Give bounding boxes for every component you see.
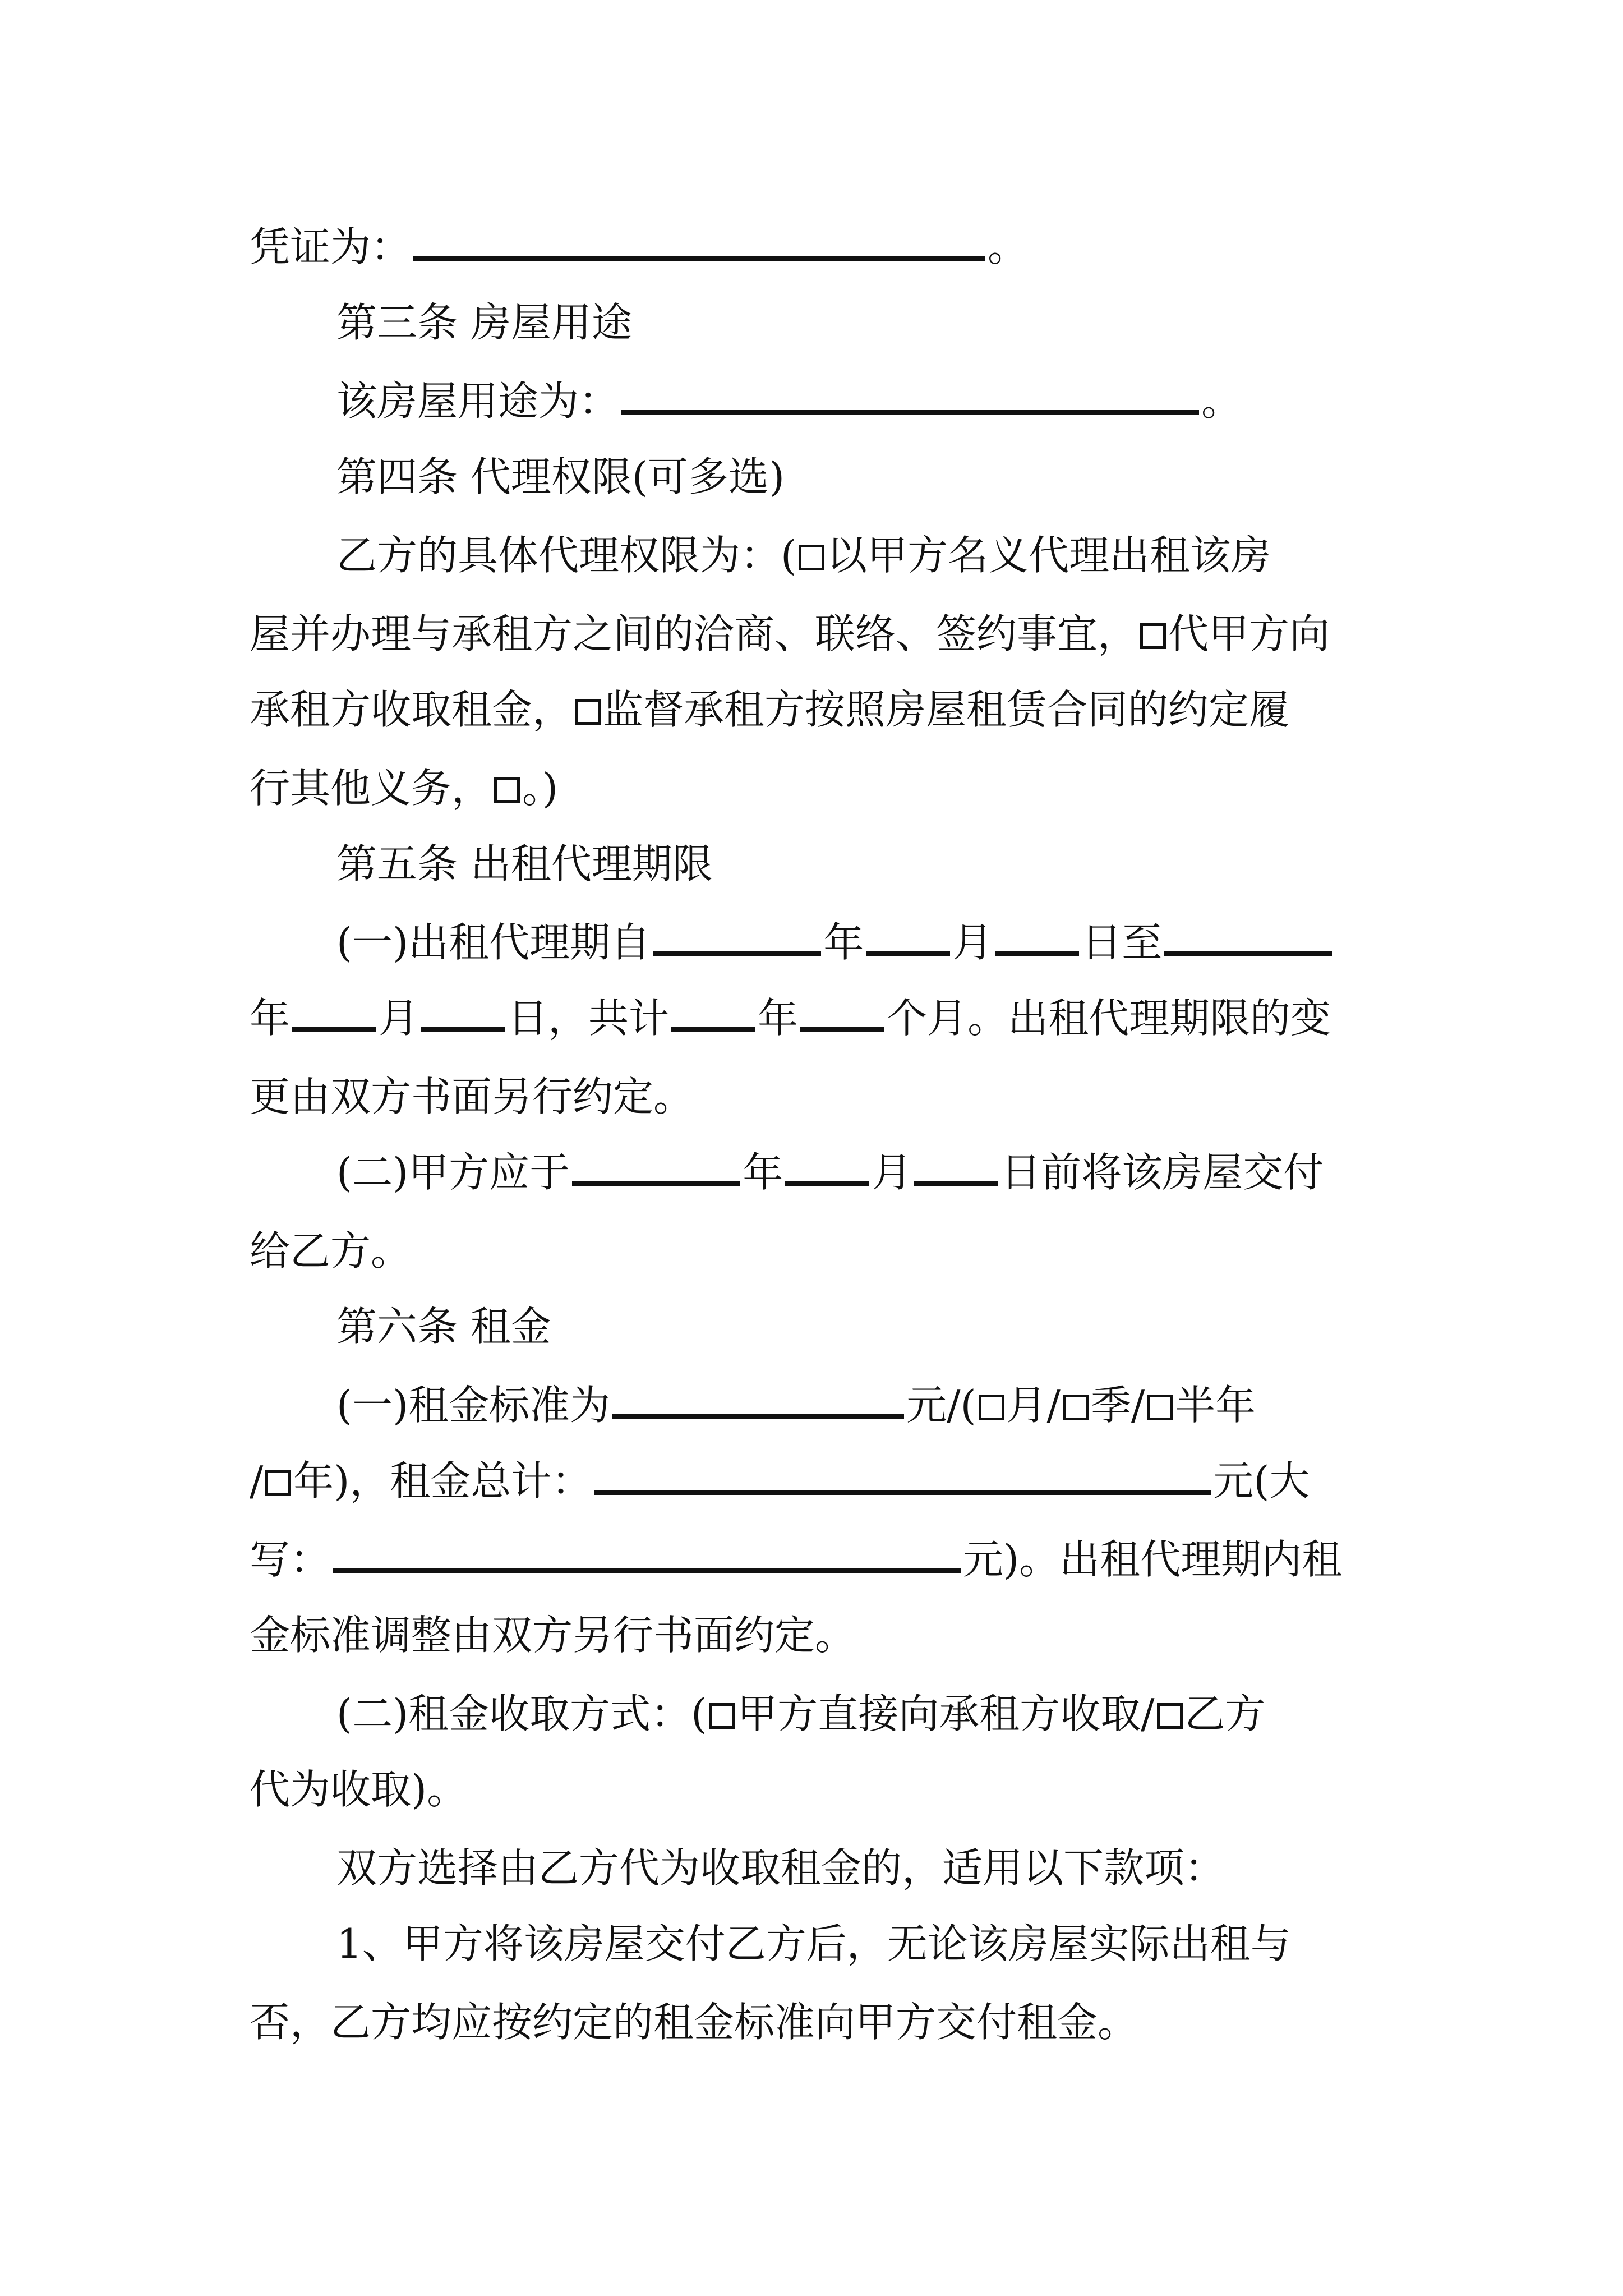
line-term-change: 更由双方书面另行约定。 — [250, 1073, 694, 1120]
checkbox-lease-in-name[interactable] — [799, 545, 824, 570]
line-rent-adjust: 金标准调整由双方另行书面约定。 — [250, 1612, 856, 1659]
article-5-heading: 第五条 出租代理期限 — [336, 840, 713, 887]
line-collection-method: (二)租金收取方式：( 甲方直接向承租方收取/ 乙方 — [336, 1690, 1266, 1737]
checkbox-supervise-tenant[interactable] — [575, 699, 601, 725]
blank-start-year — [653, 929, 821, 956]
blank-certificate — [413, 233, 985, 261]
blank-delivery-month — [785, 1159, 869, 1186]
checkbox-monthly[interactable] — [979, 1395, 1004, 1420]
line-clause-1-cont: 否，乙方均应按约定的租金标准向甲方交付租金。 — [250, 1999, 1138, 2046]
line-delivery-to: 给乙方。 — [250, 1227, 412, 1274]
checkbox-quarterly[interactable] — [1063, 1395, 1089, 1420]
article-6-heading: 第六条 租金 — [336, 1303, 551, 1350]
article-4-heading: 第四条 代理权限(可多选) — [336, 453, 785, 500]
checkbox-yearly[interactable] — [265, 1470, 291, 1496]
line-collection-method-end: 代为收取)。 — [250, 1766, 468, 1813]
blank-delivery-year — [572, 1159, 740, 1186]
line-authority-2: 屋并办理与承租方之间的洽商、联络、签约事宜， 代甲方向 — [250, 610, 1330, 657]
line-rent-standard: (一)租金标准为 元/( 月/ 季/ 半年 — [336, 1382, 1256, 1429]
blank-total-years — [671, 1005, 755, 1032]
blank-end-day — [421, 1005, 505, 1032]
blank-start-day — [995, 929, 1079, 956]
blank-end-month — [292, 1005, 376, 1032]
line-certificate: 凭证为： 。 — [250, 223, 1029, 270]
blank-house-usage — [621, 388, 1199, 415]
line-term-end: 年 月 日，共计 年 个月。出租代理期限的变 — [250, 995, 1331, 1042]
checkbox-landlord-collects[interactable] — [709, 1703, 735, 1729]
checkbox-agent-collects[interactable] — [1157, 1703, 1183, 1729]
line-rent-total: / 年)，租金总计： 元(大 — [250, 1457, 1310, 1504]
line-delivery-date: (二)甲方应于 年 月 日前将该房屋交付 — [336, 1149, 1324, 1196]
blank-rent-standard — [612, 1392, 904, 1419]
blank-end-year — [1164, 929, 1332, 956]
line-authority-1: 乙方的具体代理权限为：( 以甲方名义代理出租该房 — [336, 532, 1271, 579]
checkbox-half-year[interactable] — [1147, 1395, 1173, 1420]
article-3-heading: 第三条 房屋用途 — [336, 299, 632, 346]
blank-total-months — [800, 1005, 884, 1032]
blank-delivery-day — [914, 1159, 998, 1186]
checkbox-other[interactable] — [494, 777, 520, 803]
line-term-start: (一)出租代理期自 年 月 日至 — [336, 903, 1388, 982]
line-house-usage: 该房屋用途为： 。 — [336, 378, 1242, 425]
line-clause-1: 1、甲方将该房屋交付乙方后，无论该房屋实际出租与 — [336, 1920, 1291, 1967]
blank-start-month — [866, 929, 950, 956]
line-rent-uppercase: 写： 元)。出租代理期内租 — [250, 1536, 1343, 1583]
line-authority-4: 行其他义务， 。) — [250, 765, 559, 812]
line-authority-3: 承租方收取租金， 监督承租方按照房屋租赁合同的约定履 — [250, 686, 1290, 733]
checkbox-collect-rent[interactable] — [1140, 623, 1166, 649]
blank-rent-total — [594, 1467, 1211, 1495]
blank-rent-uppercase — [333, 1546, 961, 1573]
line-applicable-terms: 双方选择由乙方代为收取租金的，适用以下款项： — [336, 1844, 1225, 1892]
